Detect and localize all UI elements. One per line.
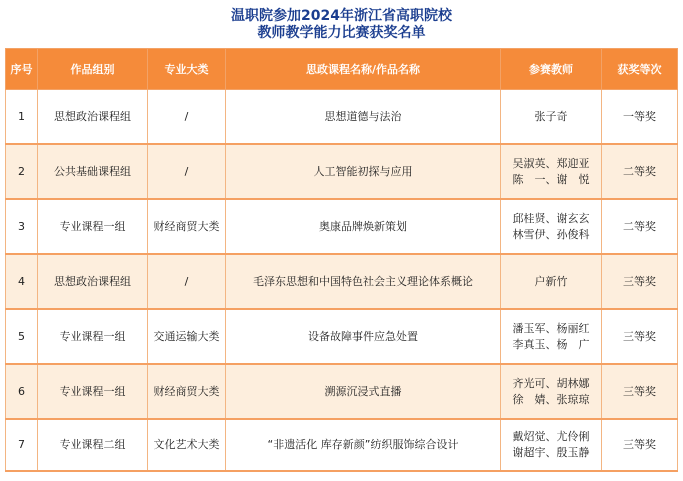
column-header-work-name: 思政课程名称/作品名称 (226, 49, 501, 90)
row-teachers (501, 90, 602, 145)
teacher-line: 林雪伊、孙俊科 (512, 227, 590, 241)
table-row (6, 364, 678, 419)
table-row (6, 199, 678, 254)
row-teachers (501, 144, 602, 199)
teacher-line: 户新竹 (534, 274, 568, 288)
row-teachers (501, 419, 602, 471)
column-header-group: 作品组别 (38, 49, 148, 90)
row-group: 专业课程二组 (38, 419, 148, 471)
document-title (0, 0, 683, 42)
row-work-name: 奥康品牌焕新策划 (226, 199, 501, 254)
row-teachers (501, 254, 602, 309)
row-no: 1 (6, 90, 38, 145)
row-teachers (501, 364, 602, 419)
row-no: 7 (6, 419, 38, 471)
row-no: 3 (6, 199, 38, 254)
column-header-category: 专业大类 (148, 49, 226, 90)
table-row (6, 90, 678, 145)
row-work-name: 溯源沉浸式直播 (226, 364, 501, 419)
row-category: 交通运输大类 (148, 309, 226, 364)
row-category: 文化艺术大类 (148, 419, 226, 471)
column-header-no: 序号 (6, 49, 38, 90)
row-category: / (148, 254, 226, 309)
row-no: 5 (6, 309, 38, 364)
teacher-line: 吴淑英、郑迎亚 (512, 156, 590, 170)
row-teachers (501, 199, 602, 254)
row-work-name: 设备故障事件应急处置 (226, 309, 501, 364)
row-category: / (148, 144, 226, 199)
row-teachers (501, 309, 602, 364)
teacher-line: 齐光可、胡林娜 (512, 376, 590, 390)
column-header-teachers: 参赛教师 (501, 49, 602, 90)
teacher-line: 陈 一、谢 悦 (512, 172, 590, 186)
row-group: 公共基础课程组 (38, 144, 148, 199)
row-group: 思想政治课程组 (38, 254, 148, 309)
teacher-line: 戴炤觉、尤伶俐 (512, 430, 590, 443)
row-award: 二等奖 (602, 144, 678, 199)
table-row (6, 254, 678, 309)
teacher-line: 张子奇 (534, 109, 568, 123)
row-group: 思想政治课程组 (38, 90, 148, 145)
table-row (6, 419, 678, 471)
row-category: / (148, 90, 226, 145)
row-award: 三等奖 (602, 309, 678, 364)
row-category: 财经商贸大类 (148, 364, 226, 419)
title-line-1: 温职院参加2024年浙江省高职院校 (231, 8, 452, 24)
table-body (6, 90, 678, 472)
row-no: 4 (6, 254, 38, 309)
teacher-line: 谢超宇、殷玉静 (512, 446, 590, 459)
row-award: 三等奖 (602, 364, 678, 419)
table-row (6, 309, 678, 364)
row-no: 6 (6, 364, 38, 419)
row-no: 2 (6, 144, 38, 199)
teacher-line: 潘玉军、杨丽红 (512, 321, 590, 335)
row-award: 一等奖 (602, 90, 678, 145)
awards-table (5, 48, 678, 472)
row-work-name: 毛泽东思想和中国特色社会主义理论体系概论 (226, 254, 501, 309)
table-header-row (6, 49, 678, 90)
row-group: 专业课程一组 (38, 309, 148, 364)
row-work-name: “非遗活化 库存新颜”纺织服饰综合设计 (226, 419, 501, 471)
row-award: 三等奖 (602, 254, 678, 309)
row-work-name: 人工智能初探与应用 (226, 144, 501, 199)
row-award: 三等奖 (602, 419, 678, 471)
row-group: 专业课程一组 (38, 199, 148, 254)
teacher-line: 邱桂贤、谢玄玄 (512, 211, 590, 225)
teacher-line: 徐 婧、张琼琼 (512, 392, 590, 406)
teacher-line: 李真玉、杨 广 (512, 337, 590, 351)
row-award: 二等奖 (602, 199, 678, 254)
table-row (6, 144, 678, 199)
title-line-2: 教师教学能力比赛获奖名单 (257, 25, 426, 41)
row-category: 财经商贸大类 (148, 199, 226, 254)
row-work-name: 思想道德与法治 (226, 90, 501, 145)
row-group: 专业课程一组 (38, 364, 148, 419)
column-header-award: 获奖等次 (602, 49, 678, 90)
